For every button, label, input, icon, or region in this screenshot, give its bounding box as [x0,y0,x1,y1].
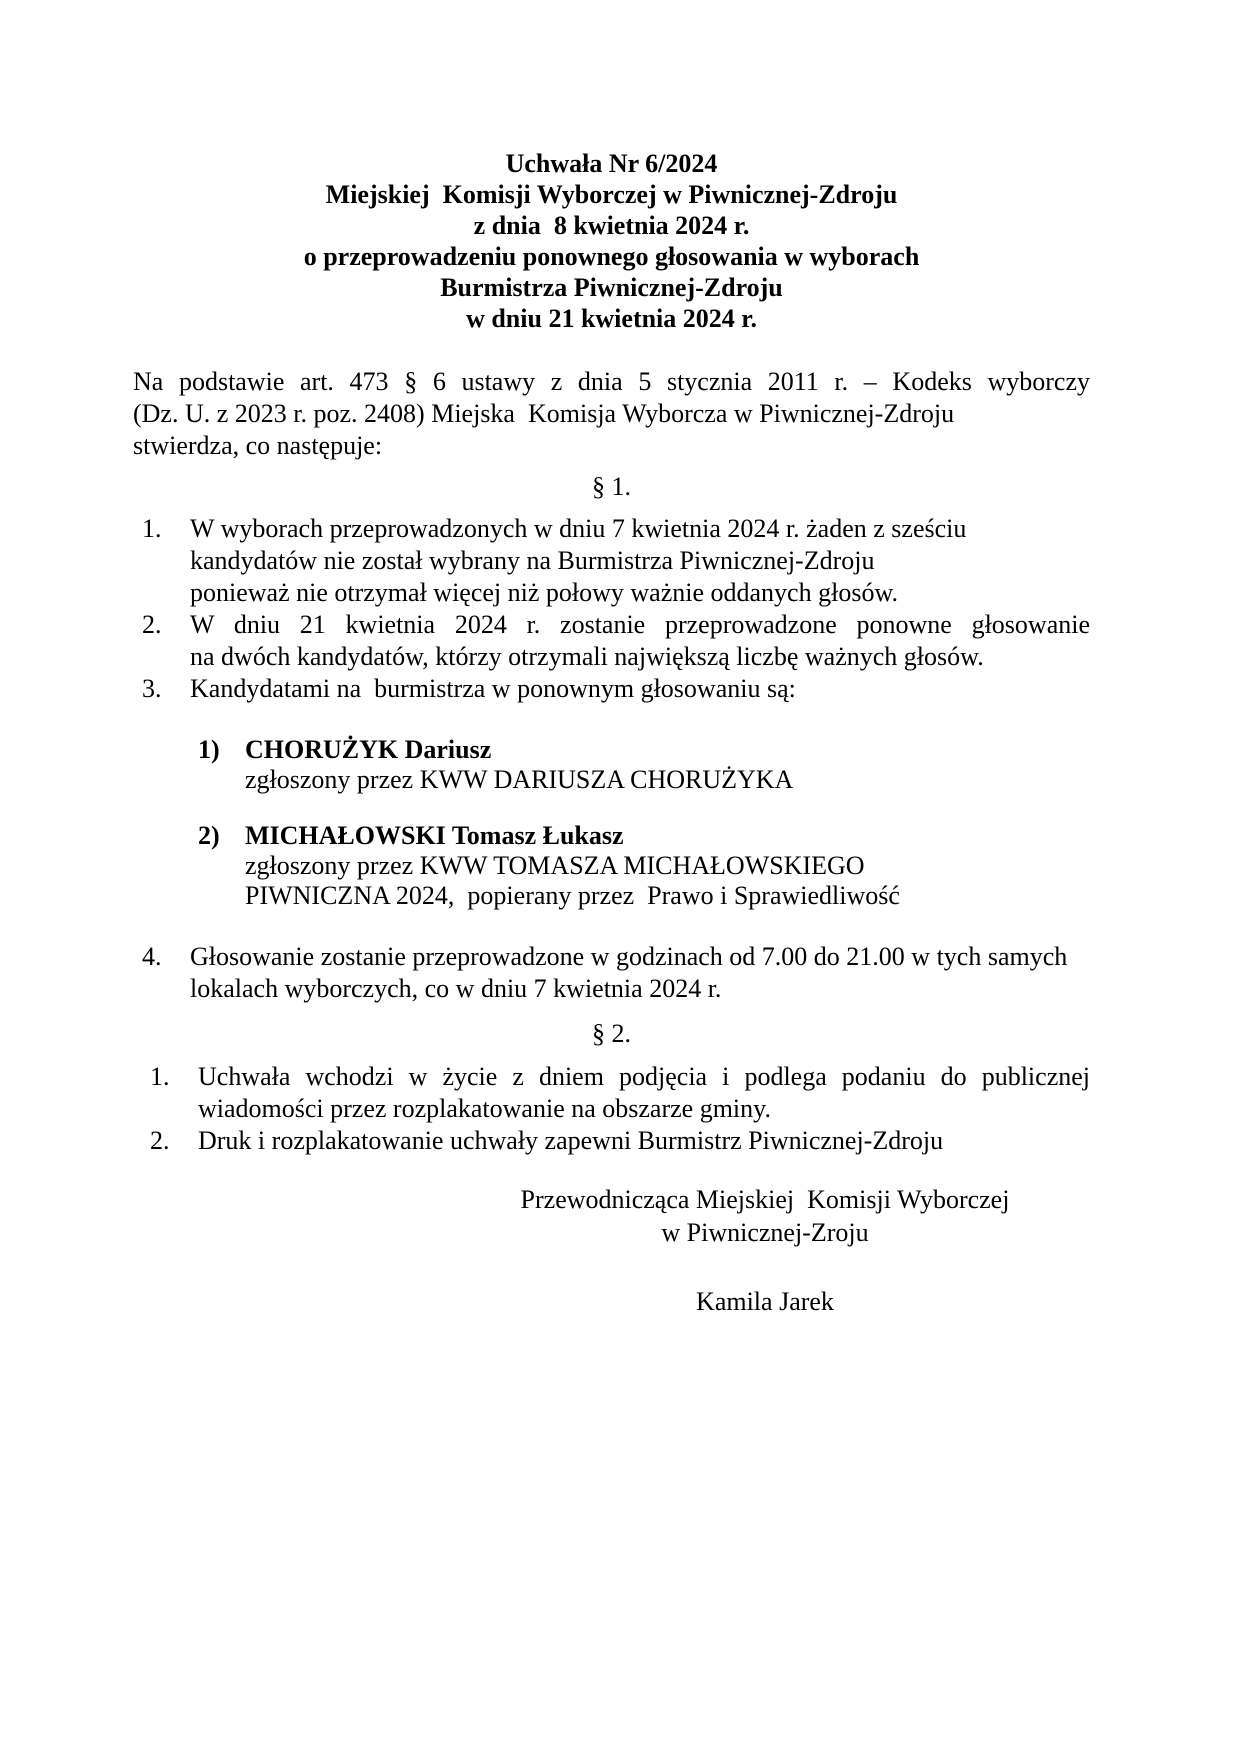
list-item-line: Uchwała wchodzi w życie z dniem podjęcia i podlega podaniu do publicznej [198,1062,1090,1091]
list-item-line: W dniu 21 kwietnia 2024 r. zostanie przeprowadzone ponowne głosowanie [190,610,1090,639]
list-item [133,941,1090,1005]
title-line: z dnia 8 kwietnia 2024 r. [473,211,750,240]
title-line: w dniu 21 kwietnia 2024 r. [466,304,757,333]
signature-name: Kamila Jarek [696,1287,834,1316]
section-2-list [133,1061,1090,1157]
list-item [133,1125,1090,1157]
candidate-name: MICHAŁOWSKI Tomasz Łukasz [245,821,624,850]
list-item-line: Kandydatami na burmistrza w ponownym głosowaniu są: [190,674,796,703]
candidate-committee: zgłoszony przez KWW DARIUSZA CHORUŻYKA [245,765,794,794]
signature-role-line: w Piwnicznej-Zroju [661,1218,869,1247]
document-title [133,148,1090,334]
candidate-committee: zgłoszony przez KWW TOMASZA MICHAŁOWSKIEGO [245,851,865,880]
title-line: o przeprowadzeniu ponownego głosowania w wyborach [303,242,920,271]
section-1-item-4 [133,941,1090,1005]
title-line: Uchwała Nr 6/2024 [505,149,718,178]
list-item [133,609,1090,673]
list-item-line: na dwóch kandydatów, którzy otrzymali największą liczbę ważnych głosów. [190,642,984,671]
list-item-line: Druk i rozplakatowanie uchwały zapewni Burmistrz Piwnicznej-Zdroju [198,1126,944,1155]
preamble-line: stwierdza, co następuje: [133,431,383,460]
candidate-committee: PIWNICZNA 2024, popierany przez Prawo i Sprawiedliwość [245,881,900,910]
list-item-line: Głosowanie zostanie przeprowadzone w godzinach od 7.00 do 21.00 w tych samych [190,942,1068,971]
preamble-line: (Dz. U. z 2023 r. poz. 2408) Miejska Komisja Wyborcza w Piwnicznej-Zdroju [133,399,955,428]
list-item-number: 3. [142,674,162,703]
candidate-number: 2) [198,821,220,850]
signature-role-line: Przewodnicząca Miejskiej Komisji Wyborczej [520,1185,1010,1214]
list-item-line: kandydatów nie został wybrany na Burmistrza Piwnicznej-Zdroju [190,546,875,575]
section-2-heading: § 2. [592,1019,631,1048]
candidate-entry [133,821,1090,911]
list-item-number: 2. [142,610,162,639]
candidate-entry [133,735,1090,795]
list-item-number: 1. [150,1062,170,1091]
list-item [133,1061,1090,1125]
list-item-line: wiadomości przez rozplakatowanie na obszarze gminy. [198,1094,771,1123]
list-item-line: W wyborach przeprowadzonych w dniu 7 kwietnia 2024 r. żaden z sześciu [190,514,967,543]
list-item-number: 1. [142,514,162,543]
section-1-heading: § 1. [592,472,631,501]
signature-block [505,1183,1025,1318]
title-line: Burmistrza Piwnicznej-Zdroju [440,273,783,302]
candidate-name: CHORUŻYK Dariusz [245,735,492,764]
list-item-number: 4. [142,942,162,971]
preamble-paragraph [133,366,1090,462]
list-item-line: ponieważ nie otrzymał więcej niż połowy ważnie oddanych głosów. [190,578,899,607]
section-1-list [133,513,1090,705]
list-item [133,513,1090,609]
title-line: Miejskiej Komisji Wyborczej w Piwnicznej-Zdroju [325,180,898,209]
candidate-number: 1) [198,735,220,764]
list-item-number: 2. [150,1126,170,1155]
preamble-line: Na podstawie art. 473 § 6 ustawy z dnia 5 stycznia 2011 r. – Kodeks wyborczy [133,367,1090,396]
list-item-line: lokalach wyborczych, co w dniu 7 kwietnia 2024 r. [190,974,722,1003]
list-item [133,673,1090,705]
